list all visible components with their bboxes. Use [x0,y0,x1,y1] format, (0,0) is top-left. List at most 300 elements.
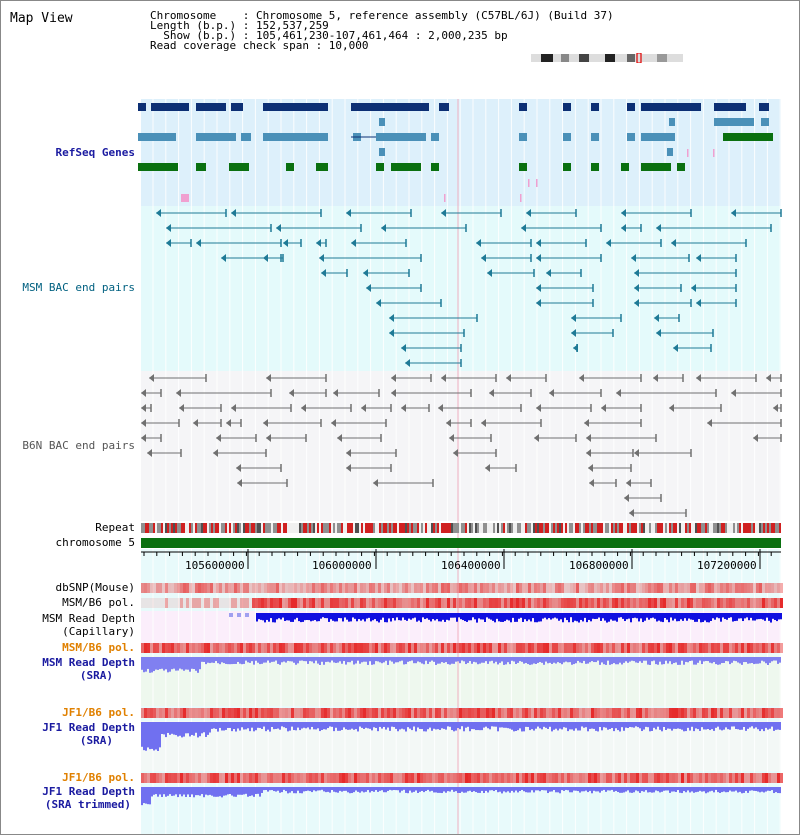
jf1-pol-strip [471,708,474,718]
jf1-trim-depth-bar [429,787,431,791]
msm-sra-pol-strip [423,643,426,653]
jf1-trim-depth-bar [299,787,301,793]
msm-pol-strip [531,598,534,608]
jf1-trim-depth-bar [741,787,743,793]
repeat-block [279,523,281,533]
msm-pol-strip [462,598,465,608]
msm-pol-strip [297,598,300,608]
jf1-sra-depth-bar [387,722,389,728]
msm-sra-pol-strip [477,643,480,653]
jf1-trim-pol-strip [471,773,474,783]
msm-sra-pol-strip [231,643,234,653]
capillary-depth-bar [720,613,722,622]
msm-sra-depth-bar [631,657,633,661]
repeat-block [549,523,551,533]
jf1-trim-pol-strip [645,773,648,783]
msm-sra-pol-strip [621,643,624,653]
chromosome-label[interactable]: chromosome 5 [55,536,135,549]
jf1-pol-strip [162,708,165,718]
jf1-sra-depth-bar [233,722,235,729]
jf1-trim-depth-bar [535,787,537,790]
msm-sra-depth-bar [729,657,731,664]
msm-sra-depth-bar [359,657,361,664]
repeat-block [661,523,663,533]
jf1-sra-depth-bar [759,722,761,731]
jf1-pol-strip [147,708,150,718]
msm-sra-pol-strip [198,643,201,653]
jf1-pol-strip [531,708,534,718]
msm-pol-strip [504,598,507,608]
jf1-pol-strip [297,708,300,718]
jf1-pol-strip [594,708,597,718]
capillary-depth-bar [280,613,282,619]
capillary-depth-bar [422,613,424,617]
jf1-trim-pol-strip [147,773,150,783]
jf1-trim-depth-bar [377,787,379,792]
msm-sra-pol-strip [186,643,189,653]
repeat-block [289,523,291,533]
capillary-depth-bar [522,613,524,622]
msm-sra-pol-strip [429,643,432,653]
jf1-trim-pol-strip [675,773,678,783]
dbsnp-strip [489,583,492,593]
dbsnp-label[interactable]: dbSNP(Mouse) [55,581,135,594]
refseq-pink-mark [181,194,189,202]
dbsnp-strip [771,583,774,593]
jf1-trim-depth-bar [453,787,455,792]
msm-b6-pol-label[interactable]: MSM/B6 pol. [62,596,135,609]
jf1-pol-strip [672,708,675,718]
jf1-sra-depth-bar [171,722,173,734]
repeat-block [157,523,159,533]
msm-pol-strip [480,598,483,608]
dbsnp-strip [228,583,231,593]
jf1-sra-depth-bar [589,722,591,729]
jf1-read-depth-sra-label[interactable]: JF1 Read Depth [42,721,135,734]
repeat-block [737,523,739,533]
capillary-depth-bar [464,613,466,621]
capillary-depth-bar [686,613,688,621]
capillary-depth-bar [702,613,704,622]
jf1-sra-depth-bar [509,722,511,729]
jf1-trim-pol-strip [222,773,225,783]
jf1-trim-depth-bar [693,787,695,793]
refseq-gene [641,103,701,111]
jf1-trim-depth-bar [337,787,339,793]
jf1-sra-depth-bar [307,722,309,727]
msm-sra-pol-strip [216,643,219,653]
jf1-trim-pol-strip [726,773,729,783]
msm-pol-strip [444,598,447,608]
jf1-sra-depth-bar [599,722,601,727]
jf1-sra-depth-bar [557,722,559,730]
msm-sra-depth-bar [445,657,447,662]
jf1-sra-depth-bar [423,722,425,731]
jf1-sra-depth-bar [427,722,429,729]
repeat-block [775,523,777,533]
msm-b6-pol-sra-label[interactable]: MSM/B6 pol. [62,641,135,654]
msm-sra-depth-bar [265,657,267,663]
msm-sra-pol-strip [684,643,687,653]
jf1-sra-depth-bar [195,722,197,733]
jf1-trim-depth-bar [383,787,385,792]
msm-pol-strip [405,598,408,608]
repeat-block [425,523,427,533]
capillary-depth-bar [680,613,682,619]
capillary-depth-bar [318,613,320,621]
jf1-trim-pol-strip [651,773,654,783]
repeat-block [757,523,759,533]
jf1-trim-pol-strip [366,773,369,783]
capillary-depth-bar [308,613,310,620]
msm-sra-depth-bar [481,657,483,663]
jf1-trim-pol-strip [153,773,156,783]
jf1-trim-pol-strip [741,773,744,783]
capillary-depth-bar [654,613,656,619]
dbsnp-strip [339,583,342,593]
jf1-trim-depth-bar [141,787,143,805]
jf1-sra-depth-bar [303,722,305,728]
jf1-read-depth-trimmed-label[interactable]: JF1 Read Depth [42,785,135,798]
msm-pol-strip [336,598,339,608]
capillary-depth-bar [444,613,446,622]
jf1-trim-pol-strip [159,773,162,783]
msm-sra-depth-bar [157,657,159,670]
dbsnp-strip [372,583,375,593]
dbsnp-strip [216,583,219,593]
jf1-trim-pol-strip [405,773,408,783]
msm-sra-depth-bar [687,657,689,662]
jf1-pol-strip [174,708,177,718]
repeat-block [151,523,153,533]
msm-pol-strip [612,598,615,608]
jf1-trim-depth-bar [251,787,253,795]
refseq-genes-label[interactable]: RefSeq Genes [55,146,135,159]
repeat-block [285,523,287,533]
msm-sra-depth-bar [261,657,263,664]
msm-sra-depth-bar [347,657,349,662]
jf1-sra-depth-bar [439,722,441,730]
jf1-sra-depth-bar [391,722,393,727]
dbsnp-strip [492,583,495,593]
msm-sra-depth-bar [237,657,239,662]
jf1-pol-strip [387,708,390,718]
msm-sra-depth-bar [419,657,421,662]
dbsnp-strip [411,583,414,593]
msm-sra-depth-bar [177,657,179,671]
jf1-trim-depth-bar [169,787,171,794]
msm-sra-depth-bar [707,657,709,661]
msm-pol-strip [705,598,708,608]
dbsnp-strip [327,583,330,593]
jf1-sra-depth-bar [601,722,603,730]
b6n-bac-label[interactable]: B6N BAC end pairs [22,439,135,452]
jf1-b6-pol-label[interactable]: JF1/B6 pol. [62,706,135,719]
jf1-pol-strip [405,708,408,718]
msm-read-depth-sra-label[interactable]: MSM Read Depth [42,656,135,669]
jf1-trim-depth-bar [301,787,303,793]
msm-pol-strip [420,598,423,608]
repeat-block [319,523,321,533]
repeat-block [155,523,157,533]
msm-read-depth-capillary-label[interactable]: MSM Read Depth [42,612,135,625]
repeat-block [727,523,729,533]
jf1-pol-strip [648,708,651,718]
jf1-trim-depth-bar [523,787,525,791]
repeat-block [457,523,459,533]
msm-pol-strip [672,598,675,608]
jf1-sra-depth-bar [175,722,177,735]
msm-sra-pol-strip [150,643,153,653]
msm-pol-strip [759,598,762,608]
dbsnp-strip [462,583,465,593]
repeat-block [637,523,639,533]
msm-sra-pol-strip [447,643,450,653]
msm-sra-depth-bar [451,657,453,664]
jf1-sra-depth-bar [379,722,381,727]
jf1-sra-depth-bar [389,722,391,731]
jf1-b6-pol-trimmed-label[interactable]: JF1/B6 pol. [62,771,135,784]
jf1-sra-depth-bar [711,722,713,729]
repeat-block [251,523,253,533]
jf1-sra-depth-bar [351,722,353,729]
msm-sra-pol-strip [456,643,459,653]
msm-sra-depth-bar [205,657,207,664]
repeat-block [185,523,187,533]
jf1-trim-pol-strip [762,773,765,783]
msm-sra-pol-strip [240,643,243,653]
msm-pol-strip [774,598,777,608]
jf1-sra-depth-bar [513,722,515,731]
jf1-sra-depth-bar [177,722,179,736]
jf1-trim-pol-strip [177,773,180,783]
msm-pol-strip [681,598,684,608]
msm-pol-strip [321,598,324,608]
msm-sra-depth-bar [231,657,233,664]
jf1-pol-strip [489,708,492,718]
dbsnp-strip [237,583,240,593]
msm-sra-pol-strip [678,643,681,653]
msm-sra-pol-strip [156,643,159,653]
msm-sra-depth-bar [635,657,637,662]
jf1-pol-strip [684,708,687,718]
msm-pol-strip [696,598,699,608]
msm-pol-strip [744,598,747,608]
jf1-pol-strip [366,708,369,718]
jf1-trim-pol-strip [552,773,555,783]
jf1-trim-depth-bar [423,787,425,792]
msm-sra-depth-bar [535,657,537,664]
jf1-sra-depth-bar [277,722,279,729]
msm-pol-strip [501,598,504,608]
jf1-pol-strip [549,708,552,718]
axis-tick-label: 107200000 [697,559,757,572]
jf1-sra-depth-bar [741,722,743,730]
capillary-depth-bar [752,613,754,620]
capillary-depth-bar [344,613,346,617]
repeat-block [485,523,487,533]
jf1-trim-depth-bar [379,787,381,791]
jf1-trim-pol-strip [282,773,285,783]
msm-sra-pol-strip [327,643,330,653]
jf1-sra-depth-bar [221,722,223,730]
dbsnp-strip [603,583,606,593]
repeat-block [293,523,295,533]
jf1-pol-strip [585,708,588,718]
repeat-block [375,523,377,533]
jf1-trim-depth-bar [221,787,223,797]
capillary-depth-bar [622,613,624,619]
msm-sra-depth-bar [219,657,221,664]
capillary-depth-bar [616,613,618,622]
msm-sra-depth-bar [397,657,399,662]
msm-sra-pol-strip [600,643,603,653]
msm-read-depth-capillary-sublabel: (Capillary) [62,625,135,638]
jf1-trim-depth-bar [389,787,391,790]
repeat-block [351,523,353,533]
capillary-depth-bar [634,613,636,618]
jf1-sra-depth-bar [429,722,431,728]
msm-sra-depth-bar [527,657,529,664]
jf1-trim-depth-bar [549,787,551,792]
msm-sra-depth-bar [305,657,307,661]
msm-sra-depth-bar [391,657,393,662]
jf1-trim-pol-strip [540,773,543,783]
dbsnp-strip [708,583,711,593]
dbsnp-strip [195,583,198,593]
jf1-trim-pol-strip [615,773,618,783]
capillary-depth-bar [386,613,388,622]
jf1-pol-strip [474,708,477,718]
capillary-depth-bar [774,613,776,620]
repeat-block [269,523,271,533]
jf1-pol-strip [615,708,618,718]
refseq-gene [196,103,226,111]
msm-pol-strip [522,598,525,608]
dbsnp-strip [651,583,654,593]
jf1-trim-depth-bar [779,787,781,793]
jf1-trim-pol-strip [438,773,441,783]
repeat-block [373,523,375,533]
jf1-sra-depth-bar [421,722,423,729]
jf1-sra-depth-bar [153,722,155,750]
jf1-pol-strip [186,708,189,718]
jf1-trim-pol-strip [450,773,453,783]
jf1-trim-depth-bar [761,787,763,792]
dbsnp-strip [648,583,651,593]
msm-sra-pol-strip [450,643,453,653]
dbsnp-strip [309,583,312,593]
msm-sra-depth-bar [645,657,647,661]
repeat-block [385,523,387,533]
jf1-trim-depth-bar [315,787,317,791]
msm-pol-strip [339,598,342,608]
capillary-depth-bar [636,613,638,618]
repeat-block [175,523,177,533]
jf1-sra-depth-bar [473,722,475,729]
repeat-block [171,523,173,533]
repeat-block [365,523,367,533]
repeat-block [703,523,705,533]
jf1-sra-depth-bar [487,722,489,728]
jf1-sra-depth-bar [555,722,557,729]
jf1-sra-depth-bar [631,722,633,727]
capillary-depth-bar [312,613,314,621]
jf1-sra-depth-bar [579,722,581,730]
jf1-trim-pol-strip [687,773,690,783]
jf1-trim-depth-bar [471,787,473,792]
repeat-block [645,523,647,533]
jf1-sra-depth-bar [573,722,575,731]
jf1-trim-pol-strip [747,773,750,783]
jf1-pol-strip [342,708,345,718]
repeat-block [181,523,183,533]
msm-sra-depth-bar [717,657,719,665]
jf1-sra-depth-bar [705,722,707,729]
msm-sra-depth-bar [521,657,523,662]
capillary-depth-bar [524,613,526,619]
jf1-pol-strip [159,708,162,718]
jf1-trim-pol-strip [693,773,696,783]
jf1-sra-depth-bar [223,722,225,731]
msm-bac-label[interactable]: MSM BAC end pairs [22,281,135,294]
jf1-trim-depth-bar [537,787,539,790]
dbsnp-strip [201,583,204,593]
dbsnp-strip [525,583,528,593]
repeat-label[interactable]: Repeat [95,521,135,534]
jf1-trim-depth-bar [545,787,547,790]
msm-sra-depth-bar [217,657,219,663]
msm-pol-strip [738,598,741,608]
msm-sra-depth-bar [343,657,345,661]
jf1-pol-strip [408,708,411,718]
jf1-trim-depth-bar [457,787,459,793]
msm-sra-depth-bar [709,657,711,663]
msm-sra-depth-bar [665,657,667,661]
repeat-block [331,523,333,533]
jf1-trim-depth-bar [605,787,607,792]
jf1-trim-pol-strip [537,773,540,783]
dbsnp-strip [156,583,159,593]
jf1-sra-depth-bar [405,722,407,731]
repeat-block [759,523,761,533]
capillary-depth-bar [472,613,474,617]
repeat-block [511,523,513,533]
jf1-sra-depth-bar [725,722,727,727]
dbsnp-strip [297,583,300,593]
capillary-depth-bar [700,613,702,622]
msm-sra-depth-bar [683,657,685,665]
msm-sra-depth-bar [621,657,623,664]
repeat-block [771,523,773,533]
msm-sra-depth-bar [293,657,295,663]
msm-pol-strip [222,598,225,608]
msm-sra-pol-strip [543,643,546,653]
jf1-sra-depth-bar [597,722,599,731]
msm-sra-depth-bar [407,657,409,662]
msm-pol-strip [357,598,360,608]
jf1-sra-depth-bar [717,722,719,727]
jf1-sra-depth-bar [337,722,339,731]
capillary-depth-bar [382,613,384,618]
jf1-trim-pol-strip [372,773,375,783]
msm-sra-depth-bar [523,657,525,664]
msm-pol-strip [711,598,714,608]
dbsnp-strip [684,583,687,593]
capillary-depth-bar [320,613,322,619]
msm-sra-pol-strip [243,643,246,653]
capillary-depth-bar [556,613,558,619]
